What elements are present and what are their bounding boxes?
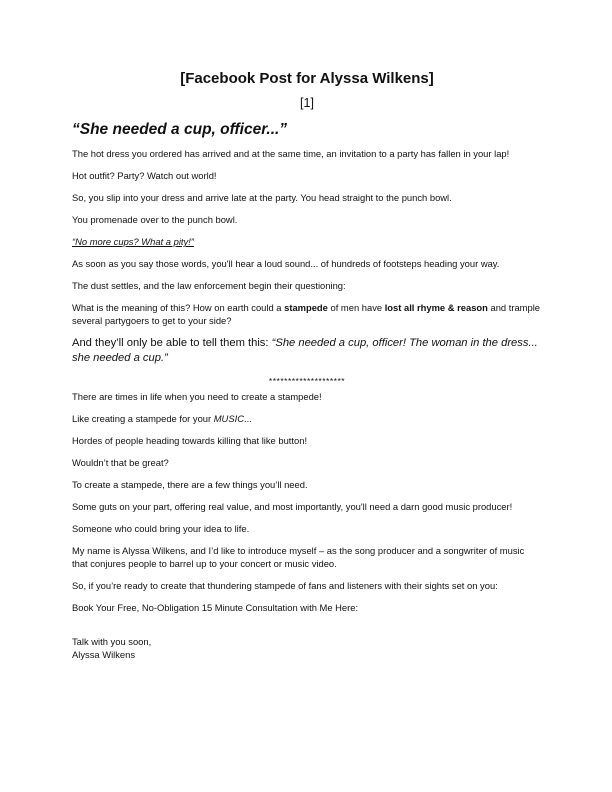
footnote-reference[interactable]: [1] bbox=[300, 96, 314, 110]
text-run: and trample several partygoers to get to your side? bbox=[72, 302, 540, 326]
text-run: And they’ll only be able to tell them this: bbox=[72, 337, 272, 349]
text-run: ... bbox=[243, 413, 252, 424]
paragraph-dust-settles: The dust settles, and the law enforcement begin their questioning: bbox=[72, 280, 346, 291]
paragraph-bring-idea-to-life: Someone who could bring your idea to life. bbox=[72, 523, 250, 534]
paragraph-hot-outfit: Hot outfit? Party? Watch out world! bbox=[72, 170, 217, 181]
paragraph-things-youll-need: To create a stampede, there are a few things you’ll need. bbox=[72, 479, 308, 490]
section-separator: ******************** bbox=[268, 376, 346, 386]
paragraph-hordes: Hordes of people heading towards killing that like button! bbox=[72, 435, 308, 446]
signoff-name: Alyssa Wilkens bbox=[72, 649, 136, 660]
spacer bbox=[72, 623, 542, 635]
paragraph-introduction: My name is Alyssa Wilkens, and I’d like to introduce myself – as the song producer and a songwriter of music that conjures people to barrel up to your concert or music video. bbox=[72, 545, 525, 569]
paragraph-dress-arrived: The hot dress you ordered has arrived and at the same time, an invitation to a party has fallen in your lap! bbox=[72, 148, 510, 159]
paragraph-times-in-life: There are times in life when you need to create a stampede! bbox=[72, 391, 322, 402]
bold-lost-rhyme: lost all rhyme & reason bbox=[384, 302, 488, 313]
text-run: of men have bbox=[327, 302, 385, 313]
paragraph-some-guts: Some guts on your part, offering real value, and most importantly, you'll need a darn good music producer! bbox=[72, 501, 513, 512]
paragraph-wouldnt-that-be-great: Wouldn’t that be great? bbox=[72, 457, 169, 468]
quote-needed-a-cup: “She needed a cup, officer! The woman in the dress... she needed a cup.” bbox=[72, 337, 538, 364]
paragraph-slip-into-dress: So, you slip into your dress and arrive late at the party. You head straight to the punch bowl. bbox=[72, 192, 452, 203]
paragraph-meaning-of-this bbox=[72, 301, 542, 327]
paragraph-ready-to-create: So, if you’re ready to create that thundering stampede of fans and listeners with their sights set on you: bbox=[72, 580, 498, 591]
document-title: [Facebook Post for Alyssa Wilkens] bbox=[180, 70, 434, 87]
text-run: Like creating a stampede for your bbox=[72, 413, 214, 424]
paragraph-tell-them bbox=[72, 336, 542, 366]
quote-no-more-cups bbox=[72, 235, 542, 248]
italic-music: MUSIC bbox=[213, 413, 244, 424]
paragraph-loud-sound: As soon as you say those words, you'll hear a loud sound... of hundreds of footsteps heading your way. bbox=[72, 258, 500, 269]
paragraph-stampede-music bbox=[72, 412, 542, 425]
bold-stampede: stampede bbox=[284, 302, 328, 313]
text-run: What is the meaning of this? How on earth could a bbox=[72, 302, 285, 313]
quote-no-more-cups-text: “No more cups? What a pity!” bbox=[72, 236, 194, 247]
paragraph-book-consultation: Book Your Free, No-Obligation 15 Minute Consultation with Me Here: bbox=[72, 602, 359, 613]
document-page bbox=[72, 70, 542, 661]
paragraph-promenade: You promenade over to the punch bowl. bbox=[72, 214, 238, 225]
signoff bbox=[72, 635, 542, 661]
post-headline: “She needed a cup, officer...” bbox=[72, 121, 288, 138]
signoff-greeting: Talk with you soon, bbox=[72, 636, 152, 647]
